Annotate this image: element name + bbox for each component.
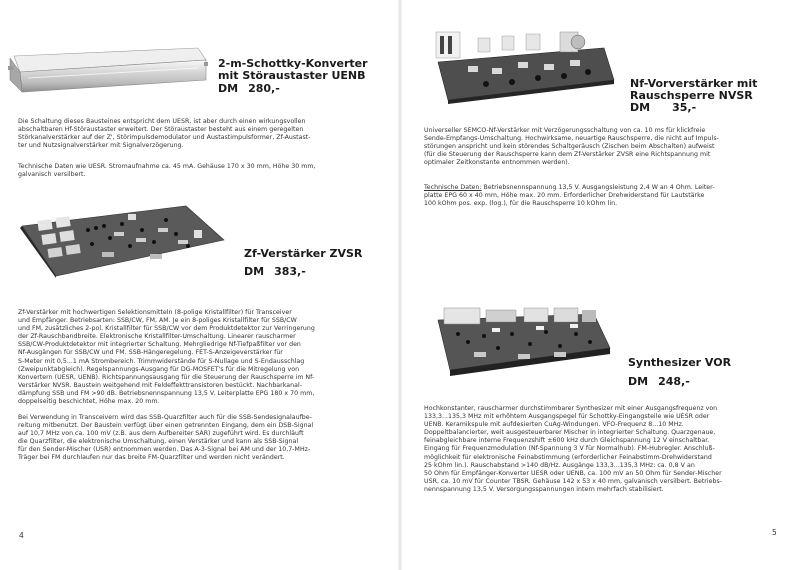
zvsr-price bbox=[244, 265, 306, 278]
nvsr-price bbox=[630, 101, 696, 114]
uenb-title: 2-m-Schottky-Konverter mit Störaustaster UENB bbox=[218, 57, 368, 82]
vor-currency: DM bbox=[628, 375, 649, 388]
nvsr-title: Nf-Vorverstärker mit Rauschsperre NVSR bbox=[630, 77, 758, 102]
page-number-left: 4 bbox=[19, 531, 24, 540]
uenb-price-value: 280,- bbox=[248, 82, 280, 95]
zvsr-photo bbox=[18, 200, 228, 278]
zvsr-description: Zf-Verstärker mit hochwertigen Selektionsmitteln (8-polige Kristallfilter) für Transceiver und Empfänger. Betriebsarten: SSB/CW, FM, AM. Je ein 8-poliges Kristallfilter für SSB/CW und FM, zusätzliches 2-pol. Kristallfilter für SSB/CW vor dem Produktdetektor zur Verringerung der Zf-Rauschbandbreite. Elektronische Kristallfilter-Umschaltung. Linearer rauscharmer SSB/CW-Produktdetektor mit integrierter Schaltung. Mehrgliedrige Nf-Tiefpaßfilter vor den Nf-Ausgängen für SSB/CW und FM. SSB-Hängeregelung. FET-S-Anzeigeverstärker für S-Meter mit 0,5...1 mA Strombereich. Trimmwiderstände für S-Nullage und S-Endausschlag (Zweipunktabgleich). Regelspannungs-Ausgang für DG-MOSFET's für die Mitregelung von Konvertern (UESR, UENB). Richtspannungsausgang für die Steuerung der Rauschsperre im Nf- Verstärker NVSR. Baustein weitgehend mit Feldeffekttransistoren bestückt. Nachbarkanal- dämpfung SSB und FM >90 dB. Betriebsnennspannung 13,5 V. Leiterplatte EPG 180 x 70 mm, doppelseitig beschichtet, Höhe max. 20 mm. bbox=[18, 309, 315, 406]
uenb-price bbox=[218, 82, 280, 95]
zvsr-title: Zf-Verstärker ZVSR bbox=[244, 247, 363, 260]
nvsr-currency: DM bbox=[630, 101, 651, 114]
zvsr-price-value: 383,- bbox=[274, 265, 306, 278]
vor-price bbox=[628, 375, 690, 388]
uenb-currency: DM bbox=[218, 82, 239, 95]
right-page bbox=[400, 0, 800, 570]
vor-title: Synthesizer VOR bbox=[628, 356, 732, 369]
uenb-description: Die Schaltung dieses Bausteines entspricht dem UESR, ist aber durch einen wirkungsvollen abschaltbaren Hf-Störaustaster erweitert. Der Störaustaster besteht aus einem geregelten Störkanalverstärker auf der Z', Störimpulsdemodulator und Austastimpulsformer, Zf-Austast- ter und Nutzsignalverstärker mit Signalverzögerung. bbox=[18, 118, 311, 150]
nvsr-tech-label: Technische Daten: bbox=[424, 184, 482, 191]
vor-description: Hochkonstanter, rauscharmer durchstimmbarer Synthesizer mit einer Ausgangsfrequenz von 133,3...135,3 MHz mit erhöhtem Ausgangspegel für Schottky-Eingangsteile wie UESR oder UENB. Keramikspule mit aufdesierten CuAg-Windungen. VFO-Frequenz 8...10 MHz. Doppeltbalancierter, weit ausgesteuerbarer Mischer in integrierter Schaltung. Quarzgenaue, feinabgleichbare interne Frequenzshift ±600 kHz durch Gleichspannung 12 V einschaltbar. Eingang für Frequenzmodulation (Nf-Spannung 3 V für Normalhub). FM-Hubregler. Anschluß- möglichkeit für elektronische Feinabstimmung (erforderlicher Feinabstimm-Drehwiderstand 25 kOhm lin.). Rauschabstand >140 dB/Hz. Ausgänge 133,3...135,3 MHz: ca. 0,8 V an 50 Ohm für Empfänger-Konverter UESR oder UENB, ca. 100 mV an 50 Ohm für Sender-Mischer USR, ca. 10 mV für Counter TBSR. Gehäuse 142 x 53 x 40 mm, galvanisch versilbert. Betriebs- nennspannung 13,5 V. Versorgungsspannungen intern mehrfach stabilisiert. bbox=[424, 405, 723, 493]
zvsr-usage: Bei Verwendung in Transceivern wird das SSB-Quarzfilter auch für die SSB-Sendesignalaufbe- reitung mitbenutzt. Der Baustein verfügt über einen getrennten Eingang, dem ein DSB-Signal auf 10,7 MHz von ca. 100 mV (z.B. aus dem Aufbereiter SAR) zugeführt wird. Es durchläuft die Quarzfilter, die elektronische Umschaltung, einen Verstärker und kann als SSB-Signal für den Sender-Mischer (USR) entnommen werden. Das A-3-Signal bei AM und der 10,7-MHz- Träger bei FM durchlaufen nur das breite FM-Quarzfilter und werden nicht verändert. bbox=[18, 414, 314, 462]
nvsr-tech-data bbox=[424, 184, 794, 208]
nvsr-description: Universeller SEMCO-Nf-Verstärker mit Verzögerungsschaltung von ca. 10 ms für klickfreie Sende-Empfangs-Umschaltung. Hochwirksame, neuartige Rauschsperre, die nicht auf Impuls- störungen anspricht und kein störendes Schaltgeräusch (Zischen beim Abschalten) aufweist (für die Steuerung der Rauschsperre kann dem Zf-Verstärker ZVSR eine Richtspannung mit optimaler Zeitkonstante entnommen werden). bbox=[424, 127, 719, 167]
vor-price-value: 248,- bbox=[658, 375, 690, 388]
nvsr-photo bbox=[428, 28, 618, 108]
nvsr-price-value: 35,- bbox=[672, 101, 697, 114]
uenb-photo bbox=[8, 38, 208, 94]
nvsr-tech-text: Betriebsnennspannung 13,5 V. Ausgangsleistung 2,4 W an 4 Ohm. Leiter- platte EPG 60 x 40 mm, Höhe max. 20 mm. Erforderlicher Drehwiderstand für Lautstärke 100 kOhm pos. exp. (log.), für die Rauschsperre 10 kOhm lin. bbox=[424, 184, 715, 208]
page-number-right: 5 bbox=[772, 528, 777, 537]
zvsr-currency: DM bbox=[244, 265, 265, 278]
vor-photo bbox=[434, 300, 614, 378]
uenb-tech-data: Technische Daten wie UESR. Stromaufnahme ca. 45 mA. Gehäuse 170 x 30 mm, Höhe 30 mm, galvanisch versilbert. bbox=[18, 163, 316, 179]
